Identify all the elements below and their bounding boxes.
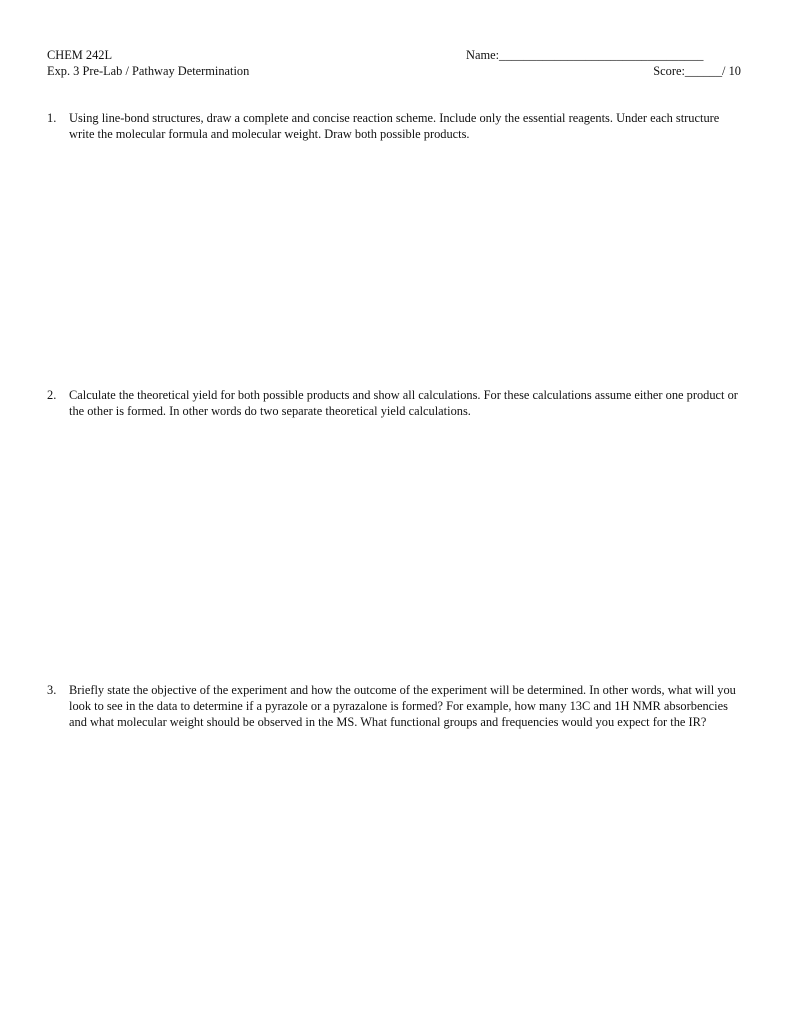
course-code: CHEM 242L [47,48,113,62]
question-number: 1. [47,111,57,125]
question-1 [47,110,742,142]
question-text: Using line-bond structures, draw a complete and concise reaction scheme. Include only the essential reagents. Under each structure write the molecular formula and molecular weight. Draw both possible products. [69,111,720,141]
question-number: 3. [47,683,57,697]
question-number: 2. [47,388,57,402]
question-text: Briefly state the objective of the experiment and how the outcome of the experiment will be determined. In other words, what will you look to see in the data to determine if a pyrazole or a pyrazalone is formed? For example, how many 13C and 1H NMR absorbencies and what molecular weight should be observed in the MS. What functional groups and frequencies would you expect for the IR? [69,683,736,729]
question-text: Calculate the theoretical yield for both possible products and show all calculations. For these calculations assume either one product or the other is formed. In other words do two separate theoretical yield calculations. [69,388,738,418]
question-3 [47,682,742,730]
name-field: Name:_________________________________ [466,48,704,62]
experiment-title: Exp. 3 Pre-Lab / Pathway Determination [47,64,250,78]
question-2 [47,387,742,419]
score-field: Score:______/ 10 [653,64,741,78]
